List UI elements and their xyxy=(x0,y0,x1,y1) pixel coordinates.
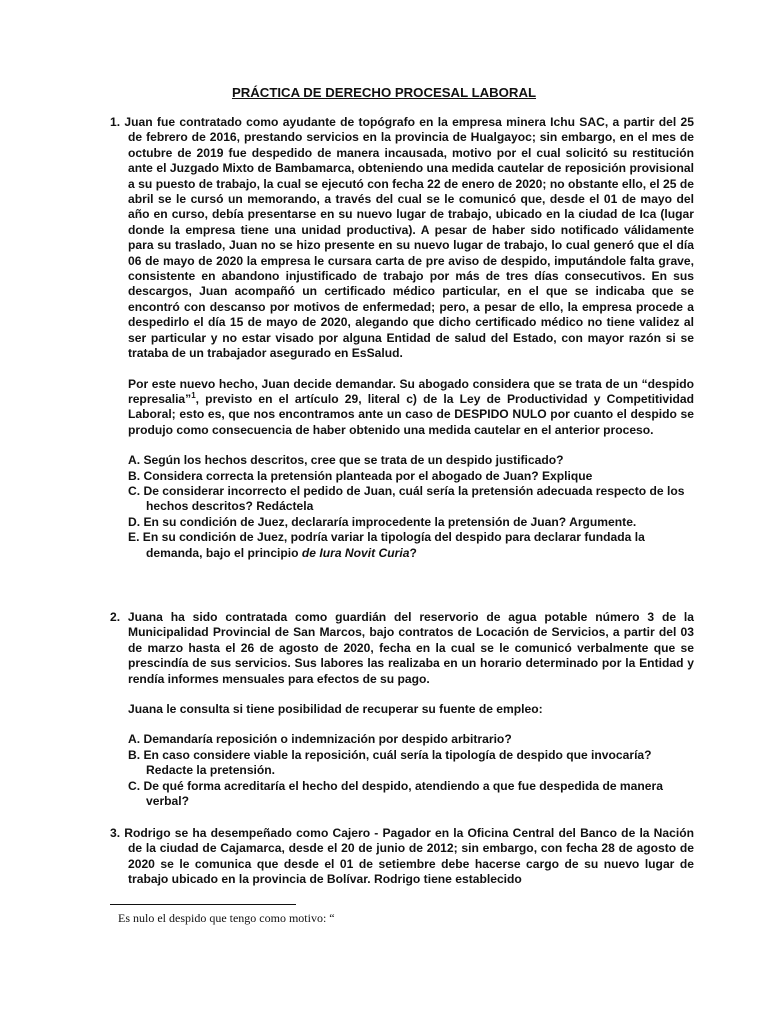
case-1-question-e-start: E. En su condición de Juez, podría variar la tipología del despido para declarar fundada la demanda, bajo el principio xyxy=(128,530,645,560)
case-1-question-d: D. En su condición de Juez, declararía improcedente la pretensión de Juan? Argumente. xyxy=(128,514,637,529)
iura-novit-curia: de Iura Novit Curia xyxy=(301,545,410,560)
case-1-question-e xyxy=(128,530,694,561)
case-1-question-a: A. Según los hechos descritos, cree que se trata de un despido justificado? xyxy=(128,453,564,468)
document-title: PRÁCTICA DE DERECHO PROCESAL LABORAL xyxy=(231,85,537,100)
footnote-divider xyxy=(110,904,296,905)
case-1-paragraph-2-end: , previsto en el artículo 29, literal c) de la Ley de Productividad y Competitividad Laboral; esto es, que nos encontramos ante un caso de DESPIDO NULO por cuanto el despido se produjo como consecuencia de haber obtenido una medida cautelar en el anterior proceso. xyxy=(128,391,694,437)
case-2-text: 2. Juana ha sido contratada como guardián del reservorio de agua potable número 3 de la Municipalidad Provincial de San Marcos, bajo contratos de Locación de Servicios, a partir del 03 de marzo hasta el 26 de agosto de 2020, fecha en la cual se le comunicó verbalmente que se prescindía de sus servicios. Sus labores las realizaba en un horario determinado por la Entidad y rendía informes mensuales para efectos de su pago. xyxy=(110,610,694,686)
case-2-question-a: A. Demandaría reposición o indemnización por despido arbitrario? xyxy=(128,732,512,747)
case-1-question-b: B. Considera correcta la pretensión planteada por el abogado de Juan? Explique xyxy=(128,468,593,483)
case-2-questions xyxy=(110,732,694,809)
case-3-text: 3. Rodrigo se ha desempeñado como Cajero - Pagador en la Oficina Central del Banco de la Nación de la ciudad de Cajamarca, desde el 20 de junio de 2012; sin embargo, con fecha 28 de agosto de 2020 se le comunica que desde el 01 de setiembre debe hacerse cargo de su nuevo lugar de trabajo ubicado en la provincia de Bolívar. Rodrigo tiene establecido xyxy=(110,826,694,887)
case-1-question-c: C. De considerar incorrecto el pedido de Juan, cuál sería la pretensión adecuada respecto de los hechos descritos? Redáctela xyxy=(128,483,685,514)
case-2-question-b: B. En caso considere viable la reposición, cuál sería la tipología de despido que invocaría? Redacte la pretensión. xyxy=(128,747,652,778)
case-1-text: 1. Juan fue contratado como ayudante de topógrafo en la empresa minera Ichu SAC, a partir del 25 de febrero de 2016, prestando servicios en la provincia de Hualgayoc; sin embargo, en el mes de octubre de 2019 fue despedido de manera incausada, motivo por el cual solicitó su restitución ante el Juzgado Mixto de Bambamarca, obteniendo una medida cautelar de reposición provisional a su puesto de trabajo, la cual se ejecutó con fecha 22 de enero de 2020; no obstante ello, el 25 de abril se le cursó un memorando, a través del cual se le comunicó que, desde el 01 de mayo del año en curso, debía presentarse en su nuevo lugar de trabajo, ubicado en la ciudad de Ica (lugar donde la empresa tiene una unidad productiva). A pesar de haber sido notificado válidamente para su traslado, Juan no se hizo presente en su nuevo lugar de trabajo, lo cual generó que el día 06 de mayo de 2020 la empresa le cursara carta de pre aviso de despido, imputándole falta grave, consistente en abandono injustificado de trabajo por más de tres días consecutivos. En sus descargos, Juan acompañó un certificado médico particular, en el que se indicaba que se encontró con descanso por motivos de enfermedad; pero, a pesar de ello, la empresa procede a despedirlo el día 15 de mayo de 2020, alegando que dicho certificado médico no tiene validez al ser particular y no estar visado por alguna Entidad de salud del Estado, con mayor razón si se trataba de un trabajador asegurado en EsSalud. xyxy=(110,115,694,361)
case-2-paragraph-2: Juana le consulta si tiene posibilidad de recuperar su fuente de empleo: xyxy=(128,702,543,717)
case-1-questions xyxy=(110,453,694,561)
footnote-text: Es nulo el despido que tengo como motivo: “ xyxy=(118,911,335,925)
case-1-paragraph-2 xyxy=(110,377,694,439)
case-1-question-e-end: ? xyxy=(409,545,417,560)
case-1 xyxy=(110,115,694,561)
case-1-paragraph-2-start: Por este nuevo hecho, Juan decide demandar. Su abogado considera que se trata de un “despido represalia” xyxy=(128,376,694,406)
case-2-question-c: C. De qué forma acreditaría el hecho del despido, atendiendo a que fue despedida de manera verbal? xyxy=(128,778,663,809)
footnote-mark: 1 xyxy=(191,390,196,400)
case-3 xyxy=(110,826,694,888)
case-2 xyxy=(110,610,694,809)
